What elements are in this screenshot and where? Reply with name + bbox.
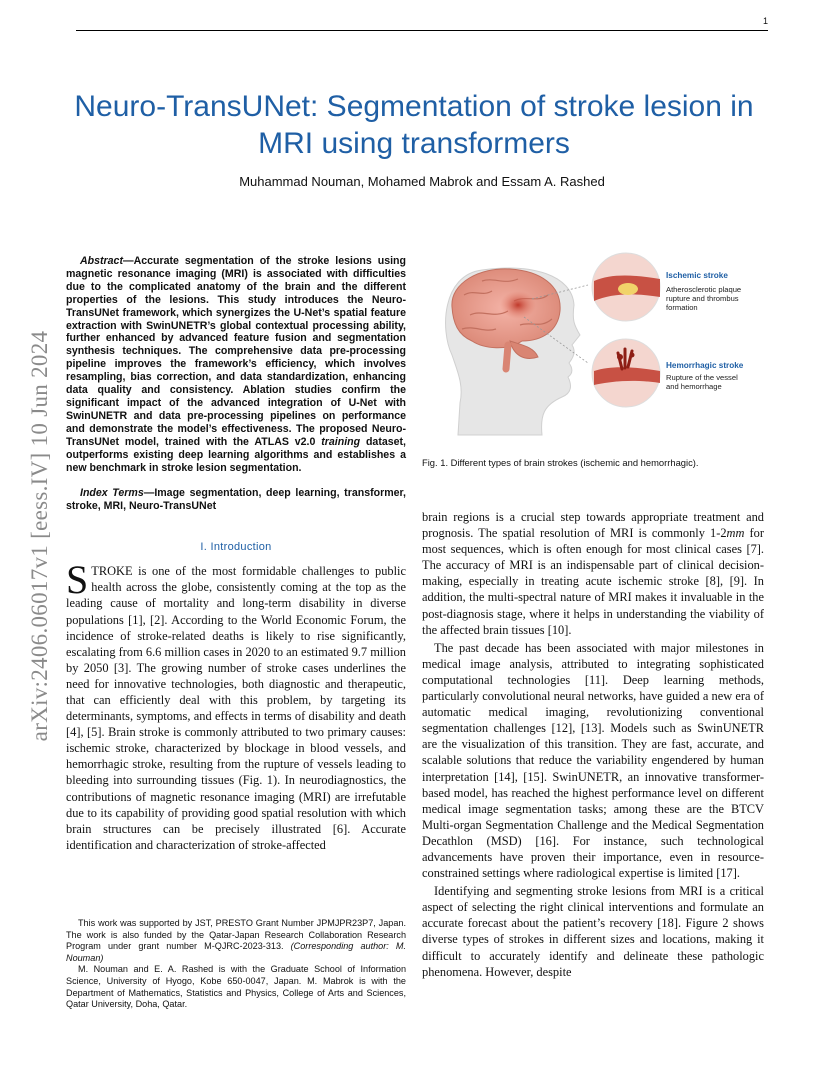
- abstract-lead: Abstract: [80, 255, 123, 267]
- section-heading-introduction: I. Introduction: [200, 541, 272, 554]
- intro-paragraph-1: [66, 557, 406, 853]
- drop-cap: S: [66, 557, 89, 603]
- arxiv-identifier[interactable]: arXiv:2406.06017v1 [eess.IV] 10 Jun 2024: [27, 330, 52, 742]
- header-rule: [76, 30, 768, 31]
- footnote-affiliations: M. Nouman and E. A. Rashed is with the Graduate School of Information Science, University of Hyogo, Kobe 650-0047, Japan. M. Mabrok is with the Department of Mathematics, Statistics and Physics, College of Arts and Sciences, Qatar University, Doha, Qatar.: [66, 964, 406, 1010]
- footnote-corresponding: (Corresponding author: M. Nouman): [66, 941, 406, 963]
- figure-1-caption: Fig. 1. Different types of brain strokes (ischemic and hemorrhagic).: [422, 457, 699, 468]
- footnote: [66, 918, 406, 1011]
- hemorrhagic-line-1: Rupture of the vessel: [666, 373, 738, 382]
- left-column: [66, 255, 406, 853]
- ischemic-line-2: rupture and thrombus: [666, 294, 739, 303]
- intro-paragraph-2: The past decade has been associated with major milestones in medical image analysis, attributed to integrating sophisticated computational technologies [11]. Deep learning methods, particularly convolutional neural networks, have guided a new era of automatic medical imaging, revolutionizing conventional segmentation challenges [12], [13]. Models such as SwinUNETR are the visualization of this transition. They are fast, accurate, and scalable solutions that reduce the variability engendered by human interpretation [14], [15]. SwinUNETR, an innovative transformer-based model, has reached the highest performance level on different medical image segmentation tasks; among these are the BTCV Multi-organ Segmentation Challenge and the Medical Segmentation Decathlon (MSD) [16]. For instance, such technological advancements have proven their importance, even in resource-constrained settings where radiological expertise is limited [17].: [422, 640, 764, 881]
- ischemic-line-1: Atherosclerotic plaque: [666, 285, 742, 294]
- page-number: 1: [762, 16, 768, 26]
- index-terms: [66, 487, 406, 513]
- ischemic-line-3: formation: [666, 303, 698, 312]
- hemorrhagic-line-2: and hemorrhage: [666, 382, 722, 391]
- abstract-text-end: dataset, outperforms existing deep learning algorithms and establishes a new benchmark in stroke lesion segmentation.: [66, 435, 407, 474]
- ischemic-heading: Ischemic stroke: [666, 271, 728, 280]
- figure-1: [422, 245, 764, 445]
- intro-paragraph-3: Identifying and segmenting stroke lesions from MRI is a critical aspect of selecting the right clinical interventions and formulate an accurate forecast about the patient’s recovery [18]. Figure 2 shows diverse types of strokes in different sizes and locations, making it difficult to accurately identify and delineate these pathologic phenomena. However, despite: [422, 884, 764, 979]
- unit-mm: mm: [726, 526, 745, 541]
- index-terms-dash: —: [143, 487, 155, 500]
- intro-paragraph-1-text: TROKE is one of the most formidable challenges to public health across the globe, consistently coming at the top as the leading cause of mortality and long-term disability in diverse populations [1], [2]. According to the World Economic Forum, the incidence of stroke-related deaths is likely to rise significantly, escalating from 6.6 million cases in 2020 to an estimated 9.7 million by 2050 [3]. The growing number of stroke cases underlines the need for innovative technologies, both diagnostic and therapeutic, that can efficiently deal with this problem, by targeting its determinants, symptoms, and effects in terms of disability and death [4], [5]. Brain stroke is commonly attributed to two primary causes: ischemic stroke, characterized by blockage in blood vessels, and hemorrhagic stroke, resulting from the rupture of vessels leading to bleeding into surrounding tissues (Fig. 1). In neurodiagnostics, the contributions of magnetic resonance imaging (MRI) are irrefutable due to its capability of providing good spatial resolution with which brain structures can be precisely illustrated [6]. Accurate identification and characterization of stroke-affected: [66, 564, 406, 852]
- intro-paragraph-1-continued: [422, 509, 764, 638]
- index-terms-text: Image segmentation, deep learning, transformer, stroke, MRI, Neuro-TransUNet: [66, 487, 406, 513]
- footnote-funding: This work was supported by JST, PRESTO Grant Number JPMJPR23P7, Japan. The work is also funded by the Qatar-Japan Research Collaboration Research Program under grant number M-QJRC-2023-313.: [66, 918, 406, 952]
- abstract-emphasis: training: [321, 435, 361, 448]
- abstract-text: Accurate segmentation of the stroke lesions using magnetic resonance imaging (MRI) is associated with difficulties due to the complicated anatomy of the brain and the different properties of the lesions. This study introduces the Neuro-TransUNet framework, which synergizes the U-Net’s spatial feature extraction with SwinUNETR’s global contextual processing ability, further enhanced by advanced feature fusion and segmentation synthesis techniques. The comprehensive data pre-processing pipeline improves the framework’s efficiency, which involves resampling, bias correction, and data standardization, enhancing data quality and consistency. Ablation studies confirm the significant impact of the advanced integration of U-Net with SwinUNETR and data pre-processing pipelines on performance and demonstrate the model’s effectiveness. The proposed Neuro-TransUNet model, trained with the ATLAS v2.0: [66, 255, 406, 448]
- index-terms-lead: Index Terms: [80, 487, 144, 500]
- paper-title: Neuro-TransUNet: Segmentation of stroke lesion in MRI using transformers: [74, 90, 754, 160]
- intro-paragraph-1-continued-a: brain regions is a crucial step towards appropriate treatment and prognosis. The spatial resolution of MRI is commonly 1-2: [422, 510, 764, 541]
- right-column: [422, 245, 764, 980]
- author-list: Muhammad Nouman, Mohamed Mabrok and Essam A. Rashed: [239, 174, 605, 189]
- hemorrhagic-heading: Hemorrhagic stroke: [666, 361, 744, 370]
- abstract: [66, 255, 406, 474]
- intro-paragraph-1-continued-b: for most sequences, which is often enough for most clinical cases [7]. The accuracy of MRI is an indispensable part of clinical decision-making, especially in treating acute ischemic stroke [8], [9]. In addition, the multi-spectral nature of MRI makes it invaluable in the post-diagnosis stage, where it helps in understanding the viability of the affected brain tissues [10].: [422, 526, 765, 637]
- abstract-dash: —: [122, 255, 134, 267]
